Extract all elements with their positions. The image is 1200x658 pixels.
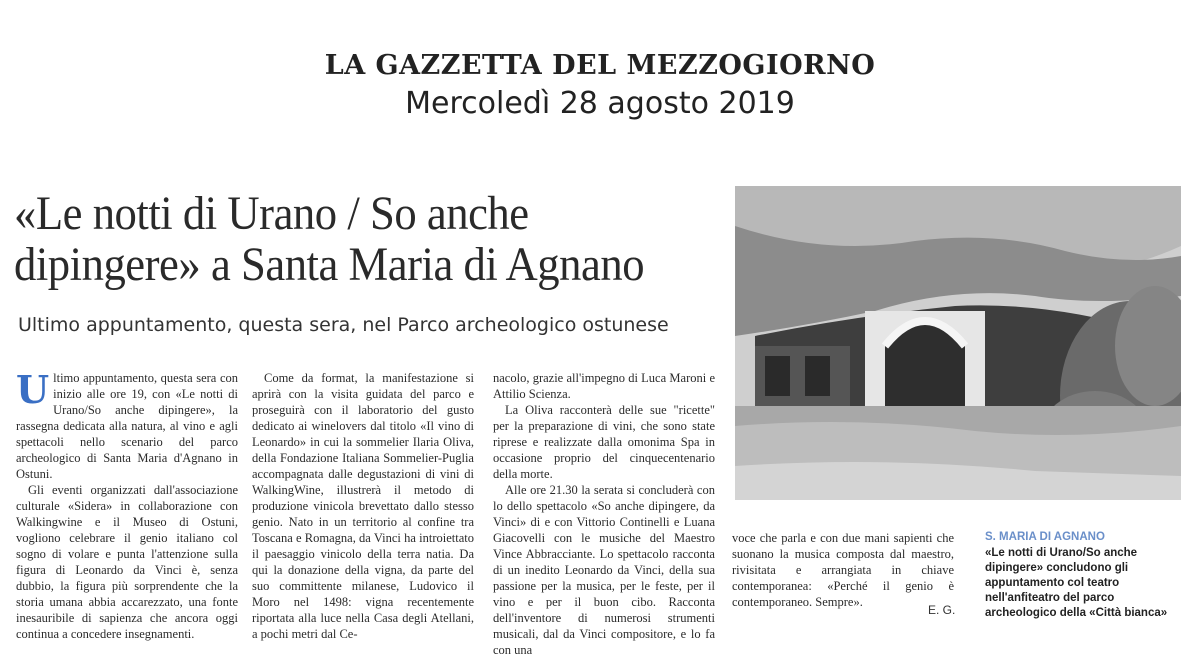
paragraph: ltimo appuntamento, questa sera con inizio alle ore 19, con «Le notti di Urano/So anche dipingere», la rassegna dedicata alla natura, al vino e agli spettacoli nello scenario del parco archeologico di Santa Maria d'Agnano in Ostuni. [16,371,238,481]
paragraph: Alle ore 21.30 la serata si concluderà con lo dello spettacolo «So anche dipingere, da Vinci» di e con Vittorio Continelli e Luana Giacovelli con le musiche del Maestro Vince Abbracciante. Lo spettacolo racconta di un inedito Leonardo da Vinci, della sua passione per la musica, per le feste, per il vino e per il buon cibo. Racconta dell'inventore di numerosi strumenti musicali, dal da Vinci compositore, e lo fa con una [493,483,715,657]
paragraph: Come da format, la manifestazione si aprirà con la visita guidata del parco e proseguirà con il laboratorio del gusto dedicato ai winelovers dal titolo «Il vino di Leonardo» in cui la sommelier Ilaria Oliva, della Fondazione Italiana Sommelier-Puglia accompagnata dalle degustazioni di vini di WalkingWine, illustrerà il metodo di produzione vinicola brevettato dallo stesso genio. Nato in un territorio al confine tra Toscana e Romagna, da Vinci ha introiettato il paesaggio vinicolo della terra natia. Da qui la donazione della vigna, da parte del suo committente milanese, Ludovico il Moro nel 1498: vigna recentemente riportata alla luce nella Casa degli Atellani, a pochi metri dal Ce- [252,371,474,641]
publication-date: Mercoledì 28 agosto 2019 [405,86,795,121]
article-photo [735,186,1181,500]
masthead: LA GAZZETTA DEL MEZZOGIORNO [324,50,876,81]
headline-line-1: «Le notti di Urano / So anche [14,187,529,240]
article-column-2 [252,370,474,642]
subheadline: Ultimo appuntamento, questa sera, nel Parco archeologico ostunese [18,314,669,336]
drop-cap: U [16,367,50,412]
author-signature: E. G. [928,603,956,617]
paragraph: voce che parla e con due mani sapienti che suonano la musica composta dal maestro, rivisitata e arrangiata in chiave contemporanea: «Perché il genio è contemporaneo. Sempre». [732,531,954,609]
paragraph: La Oliva racconterà delle sue "ricette" per la preparazione di vini, che sono state riprese e realizzate dalla omonima Spa in occasione proprio del cinquecentenario della morte. [493,403,715,481]
article-column-4 [732,530,954,610]
headline [14,188,684,290]
paragraph: nacolo, grazie all'impegno di Luca Maroni e Attilio Scienza. [493,371,715,401]
article-column-3 [493,370,715,658]
photo-caption [985,530,1185,621]
cave-arch-photo [735,186,1181,500]
headline-line-2: dipingere» a Santa Maria di Agnano [14,238,645,291]
paragraph: Gli eventi organizzati dall'associazione culturale «Sidera» in collaborazione con Walkingwine e il Museo di Ostuni, vogliono celebrare il genio italiano col sogno di volare e punta l'attenzione sulla figura di Leonardo da Vinci è, senza dubbio, la figura più sorprendente che la storia umana abbia accarezzato, una fonte inesauribile di sapienza che ancora oggi continua a concedere insegnamenti. [16,483,238,641]
caption-title: S. MARIA DI AGNANO [985,531,1105,543]
article-column-1 [16,367,238,642]
caption-body: «Le notti di Urano/So anche dipingere» concludono gli appuntamento col teatro nell'anfiteatro del parco archeologico della «Città bianca» [985,547,1168,619]
